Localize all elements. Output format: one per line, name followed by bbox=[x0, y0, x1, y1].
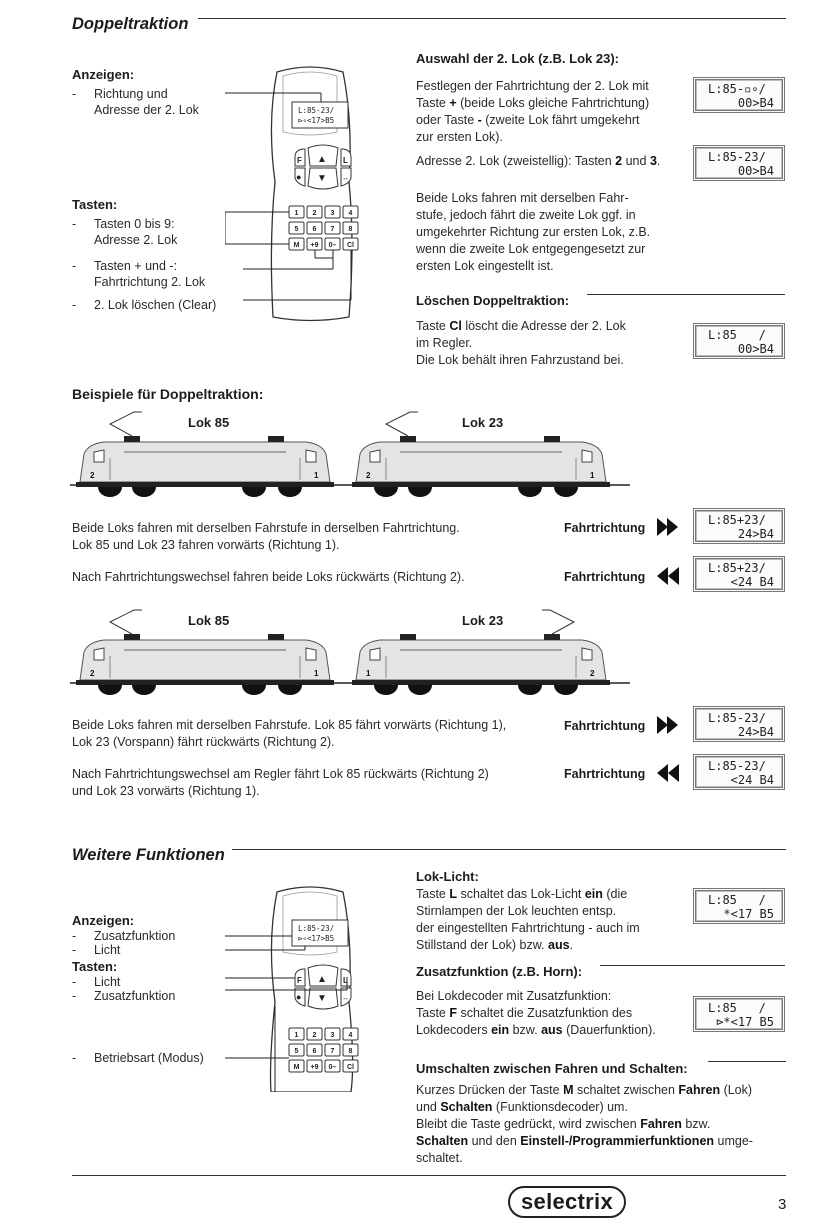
wheel bbox=[554, 487, 578, 497]
locomotive-body bbox=[80, 442, 330, 482]
wheel bbox=[374, 487, 398, 497]
numpad-key-label: +9 bbox=[310, 1064, 319, 1071]
locomotive-pair-illustration bbox=[70, 410, 640, 510]
pantograph bbox=[386, 412, 418, 436]
numpad-key-label: 1 bbox=[294, 210, 299, 217]
pantograph bbox=[542, 610, 574, 634]
numpad-key-label: 5 bbox=[294, 1048, 299, 1055]
device-lcd-line2: ⊳∘<17>B5 bbox=[298, 934, 335, 943]
wheel bbox=[242, 685, 266, 695]
wheel bbox=[132, 487, 156, 497]
roof-block bbox=[124, 436, 140, 442]
numpad-key-label: 3 bbox=[330, 1032, 335, 1039]
numpad-key-label: M bbox=[293, 242, 300, 249]
rewind-icon bbox=[656, 763, 680, 783]
wheel bbox=[554, 685, 578, 695]
controller-device-illustration bbox=[225, 62, 375, 324]
example-text: Beide Loks fahren mit derselben Fahrstufe in derselben Fahrtrichtung. Lok 85 und Lok 23 fahren vorwärts (Richtung 1). bbox=[72, 521, 460, 552]
lok-label: Lok 85 bbox=[188, 613, 230, 628]
lcd-display: L:85 / *<17 B5 bbox=[693, 888, 785, 924]
beispiele-heading: Beispiele für Doppeltraktion: bbox=[72, 386, 264, 402]
end-number: 1 bbox=[314, 471, 319, 480]
roof-block bbox=[268, 436, 284, 442]
numpad-key-label: Cl bbox=[347, 242, 354, 249]
direction-label: Fahrtrichtung bbox=[564, 570, 646, 584]
footer-rule bbox=[72, 1175, 786, 1176]
key-down: ▼ bbox=[317, 993, 327, 1004]
end-number: 2 bbox=[90, 669, 95, 678]
lcd-display: L:85+23/ <24 B4 bbox=[693, 556, 785, 592]
wheel bbox=[132, 685, 156, 695]
wheel bbox=[408, 685, 432, 695]
fast-forward-icon bbox=[656, 715, 680, 735]
lcd-display: L:85-23/ <24 B4 bbox=[693, 754, 785, 790]
section-rule bbox=[198, 18, 786, 19]
selectrix-logo: selectrix bbox=[508, 1186, 626, 1218]
direction-label: Fahrtrichtung bbox=[564, 521, 646, 535]
umschalten-paragraph: Kurzes Drücken der Taste M schaltet zwischen Fahren (Lok) und Schalten (Funktionsdecoder) um. Bleibt die Taste gedrückt, wird zwischen Fahren bzw. Schalten und den Einstell-/Programmierfunktionen umge- schaltet. bbox=[416, 1083, 753, 1165]
cab-window bbox=[370, 450, 380, 462]
device-lcd-line1: L:85-23/ bbox=[298, 924, 335, 933]
underframe bbox=[352, 482, 610, 487]
page-number: 3 bbox=[778, 1196, 787, 1213]
key-l: L bbox=[343, 156, 348, 165]
key-dot: ● bbox=[296, 992, 302, 1002]
key-up: ▲ bbox=[317, 154, 327, 165]
pantograph bbox=[110, 412, 142, 436]
end-number: 2 bbox=[90, 471, 95, 480]
example-text: Nach Fahrtrichtungswechsel fahren beide Loks rückwärts (Richtung 2). bbox=[72, 570, 465, 584]
cab-window bbox=[94, 450, 104, 462]
roof-block bbox=[400, 634, 416, 640]
section-rule bbox=[708, 1061, 786, 1062]
numpad-key-label: 4 bbox=[348, 210, 353, 217]
auswahl-paragraph-1: Festlegen der Fahrtrichtung der 2. Lok mit Taste + (beide Loks gleiche Fahrtrichtung) oder Taste - (zweite Lok fährt umgekehrt zur ersten Lok). bbox=[416, 79, 650, 144]
key-down: ▼ bbox=[317, 173, 327, 184]
key-dot: ● bbox=[296, 172, 302, 182]
numpad-key-label: 5 bbox=[294, 226, 299, 233]
auswahl-paragraph-3: Beide Loks fahren mit derselben Fahr- stufe, jedoch fährt die zweite Lok ggf. in umgekehrter Richtung zur ersten Lok, z.B. wenn die zweite Lok entgegengesetzt zur ersten Lok eingestellt ist. bbox=[416, 191, 651, 273]
numpad-key-label: 1 bbox=[294, 1032, 299, 1039]
underframe bbox=[76, 680, 334, 685]
numpad-key-label: 3 bbox=[330, 210, 335, 217]
numpad-key-label: 0– bbox=[328, 242, 337, 249]
wheel bbox=[408, 487, 432, 497]
numpad-key-label: M bbox=[293, 1064, 300, 1071]
wheel bbox=[98, 487, 122, 497]
zusatz-paragraph: Bei Lokdecoder mit Zusatzfunktion: Taste F schaltet die Zusatzfunktion des Lokdecoders ein bzw. aus (Dauerfunktion). bbox=[416, 989, 656, 1037]
auswahl-heading: Auswahl der 2. Lok (z.B. Lok 23): bbox=[416, 51, 619, 66]
zusatz-heading: Zusatzfunktion (z.B. Horn): bbox=[416, 964, 583, 979]
cab-window bbox=[306, 450, 316, 462]
numpad-key-label: 2 bbox=[312, 1032, 317, 1039]
section-rule bbox=[600, 965, 785, 966]
controller-device-illustration bbox=[225, 882, 375, 1092]
lok-licht-heading: Lok-Licht: bbox=[416, 869, 479, 884]
roof-block bbox=[124, 634, 140, 640]
end-number: 1 bbox=[314, 669, 319, 678]
end-number: 2 bbox=[366, 471, 371, 480]
anzeigen-heading: Anzeigen: bbox=[72, 913, 135, 928]
key-l: L bbox=[343, 976, 348, 985]
key-f: F bbox=[297, 976, 302, 985]
tasten-heading: Tasten: bbox=[72, 197, 118, 212]
auswahl-paragraph-2: Adresse 2. Lok (zweistellig): Tasten 2 und 3. bbox=[416, 154, 661, 168]
underframe bbox=[76, 482, 334, 487]
rewind-icon bbox=[656, 566, 680, 586]
wheel bbox=[374, 685, 398, 695]
numpad-key-label: 6 bbox=[312, 226, 317, 233]
numpad-key-label: Cl bbox=[347, 1064, 354, 1071]
loeschen-paragraph: Taste Cl löscht die Adresse der 2. Lok im Regler. Die Lok behält ihren Fahrzustand bei. bbox=[416, 319, 626, 367]
roof-block bbox=[544, 634, 560, 640]
lcd-display: L:85+23/ 24>B4 bbox=[693, 508, 785, 544]
device-lcd-line2: ⊳∘<17>B5 bbox=[298, 116, 335, 125]
wheel bbox=[518, 487, 542, 497]
roof-block bbox=[268, 634, 284, 640]
cab-window bbox=[306, 648, 316, 660]
end-number: 2 bbox=[590, 669, 595, 678]
lcd-display: L:85 / ⊳*<17 B5 bbox=[693, 996, 785, 1032]
roof-block bbox=[544, 436, 560, 442]
numpad-key-label: 2 bbox=[312, 210, 317, 217]
device-lcd-line1: L:85-23/ bbox=[298, 106, 335, 115]
key-swap: ↔ bbox=[342, 175, 349, 182]
key-f: F bbox=[297, 156, 302, 165]
numpad-key-label: 0– bbox=[328, 1064, 337, 1071]
anzeigen-heading: Anzeigen: bbox=[72, 67, 135, 82]
cab-window bbox=[582, 450, 592, 462]
cab-window bbox=[94, 648, 104, 660]
wheel bbox=[278, 685, 302, 695]
lcd-display: L:85-23/ 00>B4 bbox=[693, 145, 785, 181]
fast-forward-icon bbox=[656, 517, 680, 537]
loeschen-heading: Löschen Doppeltraktion: bbox=[416, 293, 570, 308]
numpad-key-label: +9 bbox=[310, 242, 319, 249]
numpad-key-label: 6 bbox=[312, 1048, 317, 1055]
cab-window bbox=[582, 648, 592, 660]
underframe bbox=[352, 680, 610, 685]
locomotive-body bbox=[356, 442, 606, 482]
direction-label: Fahrtrichtung bbox=[564, 767, 646, 781]
end-number: 1 bbox=[590, 471, 595, 480]
section-rule bbox=[587, 294, 785, 295]
lok-label: Lok 23 bbox=[462, 613, 504, 628]
locomotive-body bbox=[80, 640, 330, 680]
section-title-weitere-funktionen: Weitere Funktionen bbox=[72, 846, 225, 864]
key-swap: ↔ bbox=[342, 995, 349, 1002]
end-number: 1 bbox=[366, 669, 371, 678]
wheel bbox=[278, 487, 302, 497]
wheel bbox=[98, 685, 122, 695]
section-rule bbox=[232, 849, 786, 850]
numpad-key-label: 4 bbox=[348, 1032, 353, 1039]
wheel bbox=[242, 487, 266, 497]
roof-block bbox=[400, 436, 416, 442]
numpad-key-label: 7 bbox=[330, 1048, 335, 1055]
example-text: Nach Fahrtrichtungswechsel am Regler fährt Lok 85 rückwärts (Richtung 2) und Lok 23 vorwärts (Richtung 1). bbox=[72, 767, 489, 798]
locomotive-body bbox=[356, 640, 606, 680]
direction-label: Fahrtrichtung bbox=[564, 719, 646, 733]
key-up: ▲ bbox=[317, 974, 327, 985]
numpad-key-label: 7 bbox=[330, 226, 335, 233]
lok-label: Lok 23 bbox=[462, 415, 504, 430]
pantograph bbox=[110, 610, 142, 634]
lok-label: Lok 85 bbox=[188, 415, 230, 430]
umschalten-heading: Umschalten zwischen Fahren und Schalten: bbox=[416, 1061, 688, 1076]
lcd-display: L:85 / 00>B4 bbox=[693, 323, 785, 359]
section-title-doppeltraktion: Doppeltraktion bbox=[72, 15, 189, 33]
wheel bbox=[518, 685, 542, 695]
numpad-key-label: 8 bbox=[348, 1048, 353, 1055]
tasten-heading: Tasten: bbox=[72, 959, 118, 974]
lok-licht-paragraph: Taste L schaltet das Lok-Licht ein (die Stirnlampen der Lok leuchten entsp. der eingestellten Fahrtrichtung - auch im Stillstand der Lok) bzw. aus. bbox=[416, 887, 640, 952]
lcd-display: L:85-23/ 24>B4 bbox=[693, 706, 785, 742]
lcd-display: L:85-▫∘/ 00>B4 bbox=[693, 77, 785, 113]
example-text: Beide Loks fahren mit derselben Fahrstufe. Lok 85 fährt vorwärts (Richtung 1), Lok 23 (Vorspann) fährt rückwärts (Richtung 2). bbox=[72, 718, 507, 749]
cab-window bbox=[370, 648, 380, 660]
numpad-key-label: 8 bbox=[348, 226, 353, 233]
locomotive-pair-illustration bbox=[70, 608, 640, 708]
